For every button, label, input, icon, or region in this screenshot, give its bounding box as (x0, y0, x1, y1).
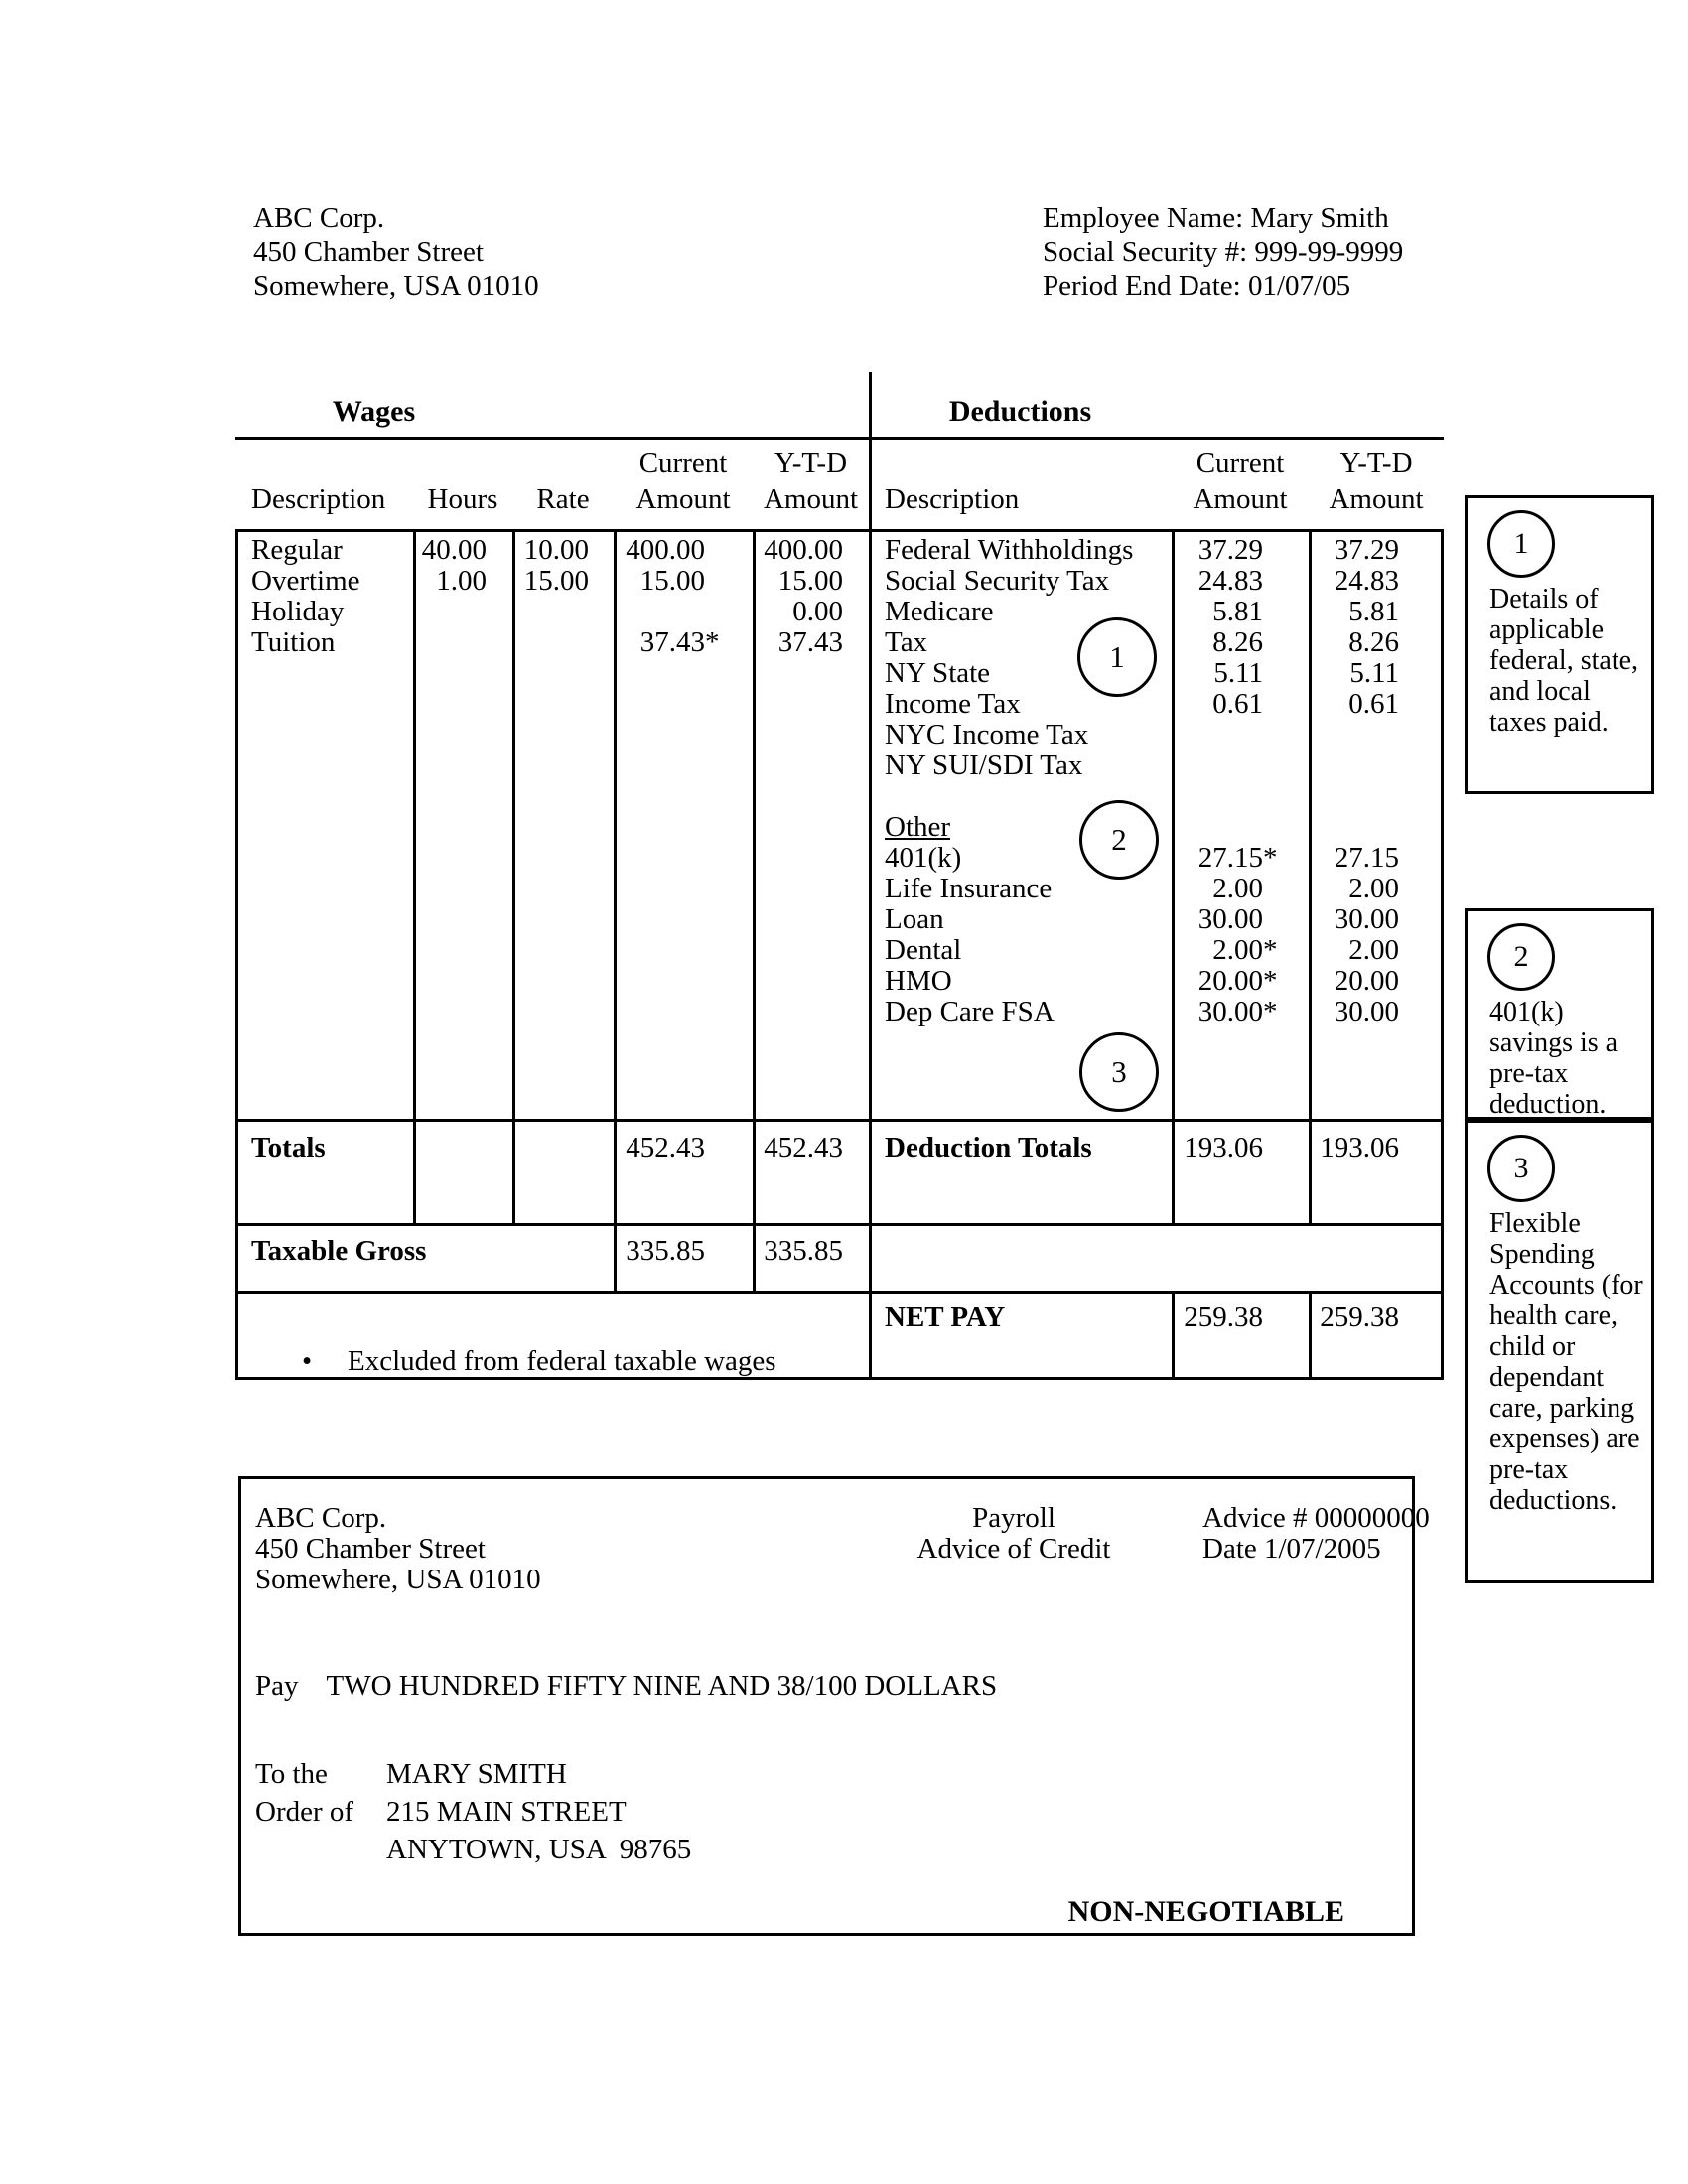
bullet-icon: • (302, 1345, 313, 1377)
wages-hours-header: Hours (427, 483, 498, 515)
deduction-current-amount (1172, 781, 1309, 812)
deduction-ytd-amount: 0.61 (1348, 688, 1399, 720)
deduction-ytd-amount (1309, 720, 1444, 751)
deduction-label: NY SUI/SDI Tax (885, 750, 1083, 781)
deductions-description-header: Description (885, 483, 1020, 515)
deduction-ytd-amount: 20.00 (1334, 965, 1399, 997)
order-of-label: Order of (255, 1796, 354, 1828)
deduction-ytd-amount: 5.81 (1348, 596, 1399, 627)
deductions-row (869, 997, 1444, 1027)
annotation-text: Details of applicable federal, state, and local taxes paid. (1489, 584, 1639, 738)
deduction-current-amount: 27.15* (1197, 842, 1278, 874)
deductions-ytd-amount-header: Amount (1329, 483, 1424, 515)
check-company-city: Somewhere, USA 01010 (255, 1564, 541, 1595)
wages-totals-current: 452.43 (626, 1132, 705, 1163)
deduction-ytd-amount (1309, 781, 1444, 812)
period-end-line: Period End Date: 01/07/05 (1043, 270, 1351, 302)
wage-hours (413, 597, 512, 627)
taxable-gross-ytd: 335.85 (764, 1235, 843, 1267)
deduction-label: Income Tax (885, 688, 1021, 720)
totals-top-border (235, 1119, 1444, 1122)
company-street: 450 Chamber Street (253, 236, 484, 268)
deduction-ytd-amount: 24.83 (1334, 565, 1399, 597)
annotation-text: Flexible Spending Accounts (for health care, child or dependant care, parking expenses) are pre-tax deductions. (1489, 1208, 1643, 1516)
deductions-row (869, 689, 1444, 720)
amount-in-words: TWO HUNDRED FIFTY NINE AND 38/100 DOLLARS (326, 1670, 998, 1702)
check-advice-box (238, 1476, 1430, 1936)
company-name: ABC Corp. (253, 203, 385, 234)
wage-ytd-amount: 15.00 (777, 565, 843, 597)
deduction-label: 401(k) (885, 842, 962, 874)
deduction-ytd-amount (1309, 751, 1444, 781)
table-bottom-border (235, 1377, 1444, 1380)
callout-circle-1 (1077, 617, 1157, 697)
deduction-current-amount: 0.61 (1212, 688, 1263, 720)
deduction-label: Loan (885, 903, 944, 935)
deduction-current-amount: 8.26 (1212, 626, 1263, 658)
deduction-current-amount: 30.00 (1197, 903, 1263, 935)
deductions-current-header: Current (1196, 447, 1285, 478)
callout-number: 1 (1109, 639, 1125, 674)
wage-description: Regular (251, 534, 343, 566)
wage-current-amount: 37.43* (639, 626, 720, 658)
to-the-label: To the (255, 1758, 328, 1790)
deduction-label: NY State (885, 657, 991, 689)
wages-totals-label: Totals (251, 1132, 326, 1163)
deductions-row (869, 597, 1444, 627)
annotation-circle-2 (1487, 923, 1555, 991)
wage-hours (413, 627, 512, 658)
net-pay-ytd: 259.38 (1320, 1301, 1399, 1333)
deduction-current-amount: 2.00 (1212, 873, 1263, 904)
totals-bottom-border (235, 1223, 1444, 1226)
wage-description: Tuition (251, 626, 336, 658)
wage-rate: 15.00 (523, 565, 589, 597)
wages-description-header: Description (251, 483, 386, 515)
check-company-street: 450 Chamber Street (255, 1533, 486, 1565)
wages-ytd-header: Y-T-D (774, 447, 848, 478)
pay-label: Pay (255, 1670, 299, 1702)
wage-current-amount: 15.00 (639, 565, 705, 597)
wages-rate-header: Rate (536, 483, 590, 515)
deduction-ytd-amount: 30.00 (1334, 996, 1399, 1027)
to-the-order-block (255, 1755, 353, 1831)
wage-rate (512, 597, 614, 627)
wage-current-amount: 400.00 (626, 534, 705, 566)
check-type-block (895, 1503, 1133, 1565)
deductions-row (869, 535, 1444, 566)
deduction-ytd-amount: 37.29 (1334, 534, 1399, 566)
deduction-ytd-amount (1309, 812, 1444, 843)
deductions-row (869, 566, 1444, 597)
advice-number: Advice # 00000000 (1202, 1502, 1430, 1534)
deduction-ytd-amount: 8.26 (1348, 626, 1399, 658)
asterisk-footnote (302, 1346, 776, 1377)
deduction-totals-label: Deduction Totals (885, 1132, 1092, 1163)
annotation-number: 3 (1513, 1152, 1529, 1184)
deduction-label: NYC Income Tax (885, 719, 1089, 751)
totals-row (235, 1133, 1444, 1163)
deductions-row (869, 904, 1444, 935)
wage-description: Holiday (251, 596, 345, 627)
deduction-label: Federal Withholdings (885, 534, 1134, 566)
annotation-circle-1 (1487, 510, 1555, 578)
wage-current-amount (614, 597, 753, 627)
deductions-current-amount-header: Amount (1193, 483, 1288, 515)
wages-table-body (235, 535, 869, 658)
deduction-ytd-amount: 2.00 (1348, 934, 1399, 966)
wages-current-amount-header: Amount (635, 483, 731, 515)
deduction-ytd-amount: 27.15 (1334, 842, 1399, 874)
deduction-label: HMO (885, 965, 952, 997)
totals-rate-empty (512, 1133, 614, 1163)
callout-circle-2 (1079, 800, 1159, 880)
deductions-row (869, 966, 1444, 997)
taxable-gross-row (235, 1236, 869, 1267)
callout-number: 3 (1111, 1054, 1127, 1089)
deduction-totals-ytd: 193.06 (1320, 1132, 1399, 1163)
wage-rate: 10.00 (523, 534, 589, 566)
deduction-ytd-amount: 2.00 (1348, 873, 1399, 904)
deductions-row (869, 720, 1444, 751)
deductions-table-body (869, 535, 1444, 1027)
deduction-current-amount: 24.83 (1197, 565, 1263, 597)
payee-city: ANYTOWN, USA 98765 (386, 1834, 692, 1865)
deduction-totals-current: 193.06 (1184, 1132, 1263, 1163)
check-company-name: ABC Corp. (255, 1502, 387, 1534)
company-address-block (253, 202, 539, 303)
deductions-row (869, 874, 1444, 904)
deduction-label: Medicare (885, 596, 994, 627)
taxable-gross-current: 335.85 (626, 1235, 705, 1267)
annotation-box-1 (1465, 495, 1654, 794)
net-pay-row (869, 1302, 1444, 1333)
deduction-label: Tax (885, 626, 928, 658)
wage-ytd-amount: 37.43 (777, 626, 843, 658)
annotation-text: 401(k) savings is a pre-tax deduction. (1489, 997, 1618, 1120)
wage-rate (512, 627, 614, 658)
deduction-current-amount (1172, 812, 1309, 843)
deduction-current-amount (1172, 720, 1309, 751)
table-top-border (235, 529, 1444, 532)
title-underline (235, 437, 1444, 440)
deduction-current-amount: 5.11 (1213, 657, 1263, 689)
callout-number: 2 (1111, 822, 1127, 857)
wages-row (235, 535, 869, 566)
check-type-line1: Payroll (972, 1502, 1055, 1534)
wages-current-header: Current (638, 447, 728, 478)
net-pay-current: 259.38 (1184, 1301, 1263, 1333)
deduction-current-amount: 20.00* (1197, 965, 1278, 997)
deduction-current-amount: 5.81 (1212, 596, 1263, 627)
deduction-current-amount: 30.00* (1197, 996, 1278, 1027)
deduction-current-amount: 37.29 (1197, 534, 1263, 566)
wage-hours: 1.00 (436, 565, 487, 597)
employee-name-line: Employee Name: Mary Smith (1043, 203, 1389, 234)
annotation-box-3 (1465, 1120, 1654, 1583)
wages-row (235, 627, 869, 658)
wage-hours: 40.00 (421, 534, 487, 566)
net-pay-label: NET PAY (885, 1301, 1006, 1333)
deductions-row (869, 751, 1444, 781)
wages-totals-ytd: 452.43 (764, 1132, 843, 1163)
payee-name: MARY SMITH (386, 1758, 567, 1790)
check-company-block (255, 1503, 541, 1595)
deduction-label: Social Security Tax (885, 565, 1110, 597)
deduction-label-other: Other (885, 811, 951, 843)
annotation-circle-3 (1487, 1135, 1555, 1202)
deductions-row (869, 781, 1444, 812)
annotation-number: 2 (1513, 940, 1529, 973)
wage-ytd-amount: 0.00 (792, 596, 843, 627)
wage-description: Overtime (251, 565, 360, 597)
check-type-line2: Advice of Credit (916, 1533, 1111, 1565)
employee-ssn-line: Social Security #: 999-99-9999 (1043, 236, 1404, 268)
payee-block (386, 1755, 691, 1868)
deductions-row (869, 935, 1444, 966)
deduction-current-amount (1172, 751, 1309, 781)
deduction-ytd-amount: 30.00 (1334, 903, 1399, 935)
footnote-text: Excluded from federal taxable wages (348, 1345, 776, 1377)
deductions-ytd-header: Y-T-D (1339, 447, 1413, 478)
callout-circle-3 (1079, 1032, 1159, 1112)
pay-amount-line (255, 1670, 997, 1703)
payee-street: 215 MAIN STREET (386, 1796, 627, 1828)
deduction-label: Life Insurance (885, 873, 1053, 904)
deduction-label: Dental (885, 934, 962, 966)
company-city: Somewhere, USA 01010 (253, 270, 539, 302)
taxable-gross-bottom-border (235, 1291, 1444, 1294)
advice-date: Date 1/07/2005 (1202, 1533, 1381, 1565)
wages-row (235, 597, 869, 627)
annotation-number: 1 (1513, 527, 1529, 560)
totals-hours-empty (413, 1133, 512, 1163)
deduction-ytd-amount: 5.11 (1349, 657, 1399, 689)
wages-ytd-amount-header: Amount (763, 483, 859, 515)
employee-info-block (1043, 202, 1403, 303)
taxable-gross-label: Taxable Gross (251, 1235, 427, 1267)
check-advice-block (1202, 1503, 1430, 1565)
wage-ytd-amount: 400.00 (764, 534, 843, 566)
deduction-label: Dep Care FSA (885, 996, 1055, 1027)
non-negotiable-label: NON-NEGOTIABLE (1067, 1895, 1344, 1928)
wages-section-title: Wages (332, 395, 416, 428)
deductions-section-title: Deductions (948, 395, 1092, 428)
deduction-current-amount: 2.00* (1212, 934, 1278, 966)
annotation-box-2 (1465, 908, 1654, 1120)
wages-row (235, 566, 869, 597)
